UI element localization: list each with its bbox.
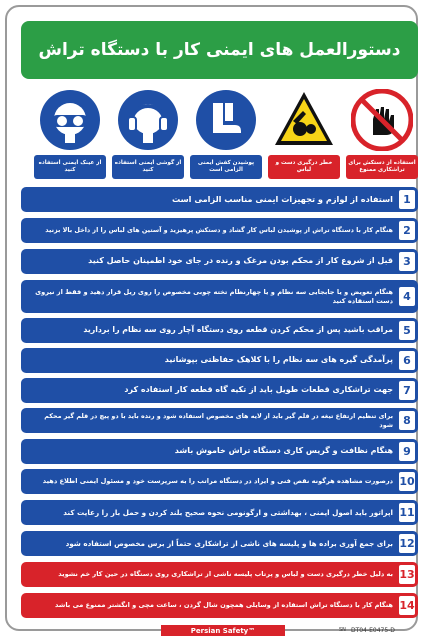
rule-row: مراقب باشید پس از محکم کردن قطعه روی دستگاه آچار روی سه نظام را بردارید 5 <box>21 318 418 343</box>
sign-title: دستورالعمل های ایمنی کار با دستگاه تراش <box>21 21 418 79</box>
serial-label: SN <box>339 627 346 633</box>
rule-row: اپراتور باید اصول ایمنی ، بهداشتی و ارگونومی نحوه صحیح بلند کردن و حمل بار را رعایت کند 11 <box>21 500 418 525</box>
rule-row: استفاده از لوازم و تجهیزات ایمنی مناسب الزامی است 1 <box>21 187 418 212</box>
rule-row: هنگام کار با دستگاه تراش از پوشیدن لباس کار گشاد و دستکش پرهیزید و آستین های لباس را از داخل بالا بزنید 2 <box>21 218 418 243</box>
sign-footer <box>21 625 418 636</box>
sign-caption: خطر درگیری دست و لباس <box>268 155 340 179</box>
rule-row: هنگام تعویض و یا جابجایی سه نظام و یا چهارنظام تخته چوبی مخصوص را روی ریل قرار دهید و فقط از نیروی دست استفاده کنید 4 <box>21 280 418 313</box>
no-gloves-icon <box>351 89 413 151</box>
sign-caption: پوشیدن کفش ایمنی الزامی است <box>190 155 262 179</box>
rule-row: هنگام کار با دستگاه تراش استفاده از وسایلی همچون شال گردن ، ساعت مچی و انگشتر ممنوع می باشد 14 <box>21 593 418 618</box>
rule-row: برای جمع آوری براده ها و پلیسه های ناشی از تراشکاری حتماً از برس مخصوص استفاده شود 12 <box>21 531 418 556</box>
rule-row: هنگام نظافت و گریس کاری دستگاه تراش خاموش باشد 9 <box>21 439 418 464</box>
sign-caption: از عینک ایمنی استفاده کنید <box>34 155 106 179</box>
rule-row: به دلیل خطر درگیری دست و لباس و پرتاب پلیسه ناشی از تراشکاری روی دستگاه در حین کار خم نشوید 13 <box>21 562 418 587</box>
rule-row: جهت تراشکاری قطعات طویل باید از تکیه گاه قطعه کار استفاده کرد 7 <box>21 378 418 403</box>
ear-protection-icon <box>117 89 179 151</box>
pictogram-row <box>21 89 418 179</box>
safety-sign <box>5 5 418 635</box>
rule-row: برای تنظیم ارتفاع تیغه در قلم گیر باید از لایه های مخصوص استفاده شود و رنده باید با دو پیچ در قلم گیر محکم شود 8 <box>21 408 418 433</box>
rule-row: پرآمدگی گیره های سه نظام را با کلاهک حفاظتی بپوشانید 6 <box>21 348 418 373</box>
sign-caption: از گوشی ایمنی استفاده کنید <box>112 155 184 179</box>
rule-row: درصورت مشاهده هرگونه نقص فنی و ایراد در دستگاه مراتب را به سرپرست خود و مسئول ایمنی اطلاع دهید 10 <box>21 469 418 494</box>
entanglement-hazard-icon <box>273 89 335 151</box>
safety-boots-icon <box>195 89 257 151</box>
sign-caption: استفاده از دستکش برای تراشکاری ممنوع <box>346 155 418 179</box>
rule-row: قبل از شروع کار از محکم بودن مرغک و رنده در جای خود اطمینان حاصل کنید 3 <box>21 249 418 274</box>
product-code: DT04-E0475-D <box>351 627 395 634</box>
goggles-icon <box>39 89 101 151</box>
brand-logo: Persian Safety™ <box>161 625 285 636</box>
